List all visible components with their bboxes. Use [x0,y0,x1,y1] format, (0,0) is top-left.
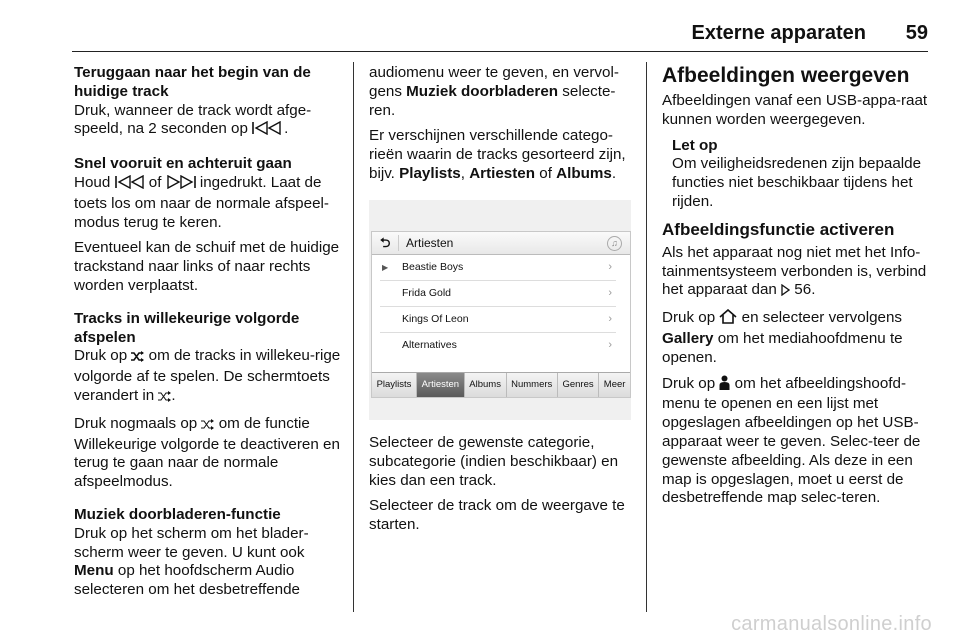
page-header [72,22,928,52]
para-browse: Druk op het scherm om het blader-scherm weer te geven. U kunt ook Menu op het hoofdscherm Audio selecteren om het desbetreffende [74,524,309,599]
tab-albums[interactable]: Albums [465,373,507,397]
tab-meer[interactable]: Meer [603,379,626,390]
column-1 [74,64,344,607]
heading-browse: Muziek doorbladeren-functie [74,505,281,523]
back-arrow-icon[interactable]: ⮌ [380,235,391,250]
chevron-right-icon: › [608,339,612,351]
para-shuffle: Druk op om de tracks in willekeu-rige volgorde af te spelen. De schermtoets verandert in . [74,347,344,407]
chevron-right-icon: › [608,261,612,273]
para-select-category: Selecteer de gewenste categorie, subcategorie (indien beschikbaar) en kies dan een track. [369,434,619,489]
para-slider: Eventueel kan de schuif met de huidige trackstand naar links of naar rechts worden verplaatst. [74,239,340,294]
person-icon [719,375,730,396]
header-separator [398,235,399,251]
play-indicator-icon: ▶ [382,263,389,272]
para-categories: Er verschijnen verschillende catego-rieën waarin de tracks gesorteerd zijn, bijv. Playlists, Artiesten of Albums. [369,127,626,182]
para-gallery: Druk op en selecteer vervolgens Gallery om het mediahoofdmenu te openen. [662,309,903,366]
para-shuffle-off: Druk nogmaals op om de functie Willekeurige volgorde te deactiveren en terug te gaan naar de normale afspeelmodus. [74,414,340,491]
list-item[interactable]: ▶ Beastie Boys › [380,255,616,281]
safety-note [672,137,930,212]
column-2 [369,64,633,191]
shuffle-off-icon-2 [201,417,214,436]
para-restart-track: Druk, wanneer de track wordt afge-speeld, na 2 seconden op . [74,102,344,142]
para-fast-forward: Houd of ingedrukt. Laat de toets los om naar de normale afspeel-modus terug te keren. [74,173,329,231]
infotainment-screen [369,200,631,420]
screen-title: Artiesten [406,236,454,250]
para-browse-cont: audiomenu weer te geven, en vervol-gens Muziek doorbladeren selecte-ren. [369,64,619,119]
para-images-intro: Afbeeldingen vanaf een USB-appa-raat kunnen worden weergegeven. [662,92,928,128]
note-title: Let op [672,136,718,154]
column-3 [662,64,930,515]
watermark: carmanualsonline.info [731,613,932,635]
heading-activate-images: Afbeeldingsfunctie activeren [662,219,895,239]
chevron-right-icon: › [608,287,612,299]
para-image-menu: Druk op om het afbeeldingshoofd-menu te openen en een lijst met opgeslagen afbeeldingen op het USB-apparaat weer te geven. Selec-teer de gewenste afbeelding. Als deze in een map is opgeslagen, moet u eerst de desbetreffende map selec-teren. [662,374,921,507]
screen-panel [371,231,631,398]
shuffle-icon [131,349,144,368]
prev-track-icon [252,121,284,141]
list-item[interactable]: Kings Of Leon › [380,307,616,333]
note-body: Om veiligheidsredenen zijn bepaalde functies niet beschikbaar tijdens het rijden. [672,155,922,210]
heading-restart-track: Teruggaan naar het begin van de huidige track [74,64,311,100]
chapter-title: Externe apparaten [691,22,866,44]
heading-images: Afbeeldingen weergeven [662,64,910,87]
shuffle-off-icon [158,389,171,408]
page-number: 59 [905,22,928,44]
category-tabs [372,372,630,397]
list-item[interactable]: Frida Gold › [380,281,616,307]
header-rule [72,51,928,52]
forward-icon [166,175,196,195]
home-icon [719,309,737,330]
rewind-icon [115,175,145,195]
column-divider-1 [353,62,354,612]
screen-header [372,232,630,255]
para-select-track: Selecteer de track om de weergave te starten. [369,497,625,534]
para-connect-device: Als het apparaat nog niet met het Info-tainmentsysteem verbonden is, verbind het apparaat dan 56. [662,244,930,302]
music-note-icon[interactable]: ♫ [607,236,622,251]
tab-genres[interactable]: Genres [558,373,599,397]
tab-playlists[interactable]: Playlists [372,373,417,397]
list-item[interactable]: Alternatives › [380,333,616,358]
chevron-right-icon: › [608,313,612,325]
column-divider-2 [646,62,647,612]
tab-nummers[interactable]: Nummers [507,373,558,397]
heading-shuffle: Tracks in willekeurige volgorde afspelen [74,309,300,346]
tab-artiesten[interactable]: Artiesten [417,373,465,397]
heading-fast-forward: Snel vooruit en achteruit gaan [74,155,292,173]
column-2-lower [369,434,633,542]
reference-arrow-icon [781,283,790,302]
